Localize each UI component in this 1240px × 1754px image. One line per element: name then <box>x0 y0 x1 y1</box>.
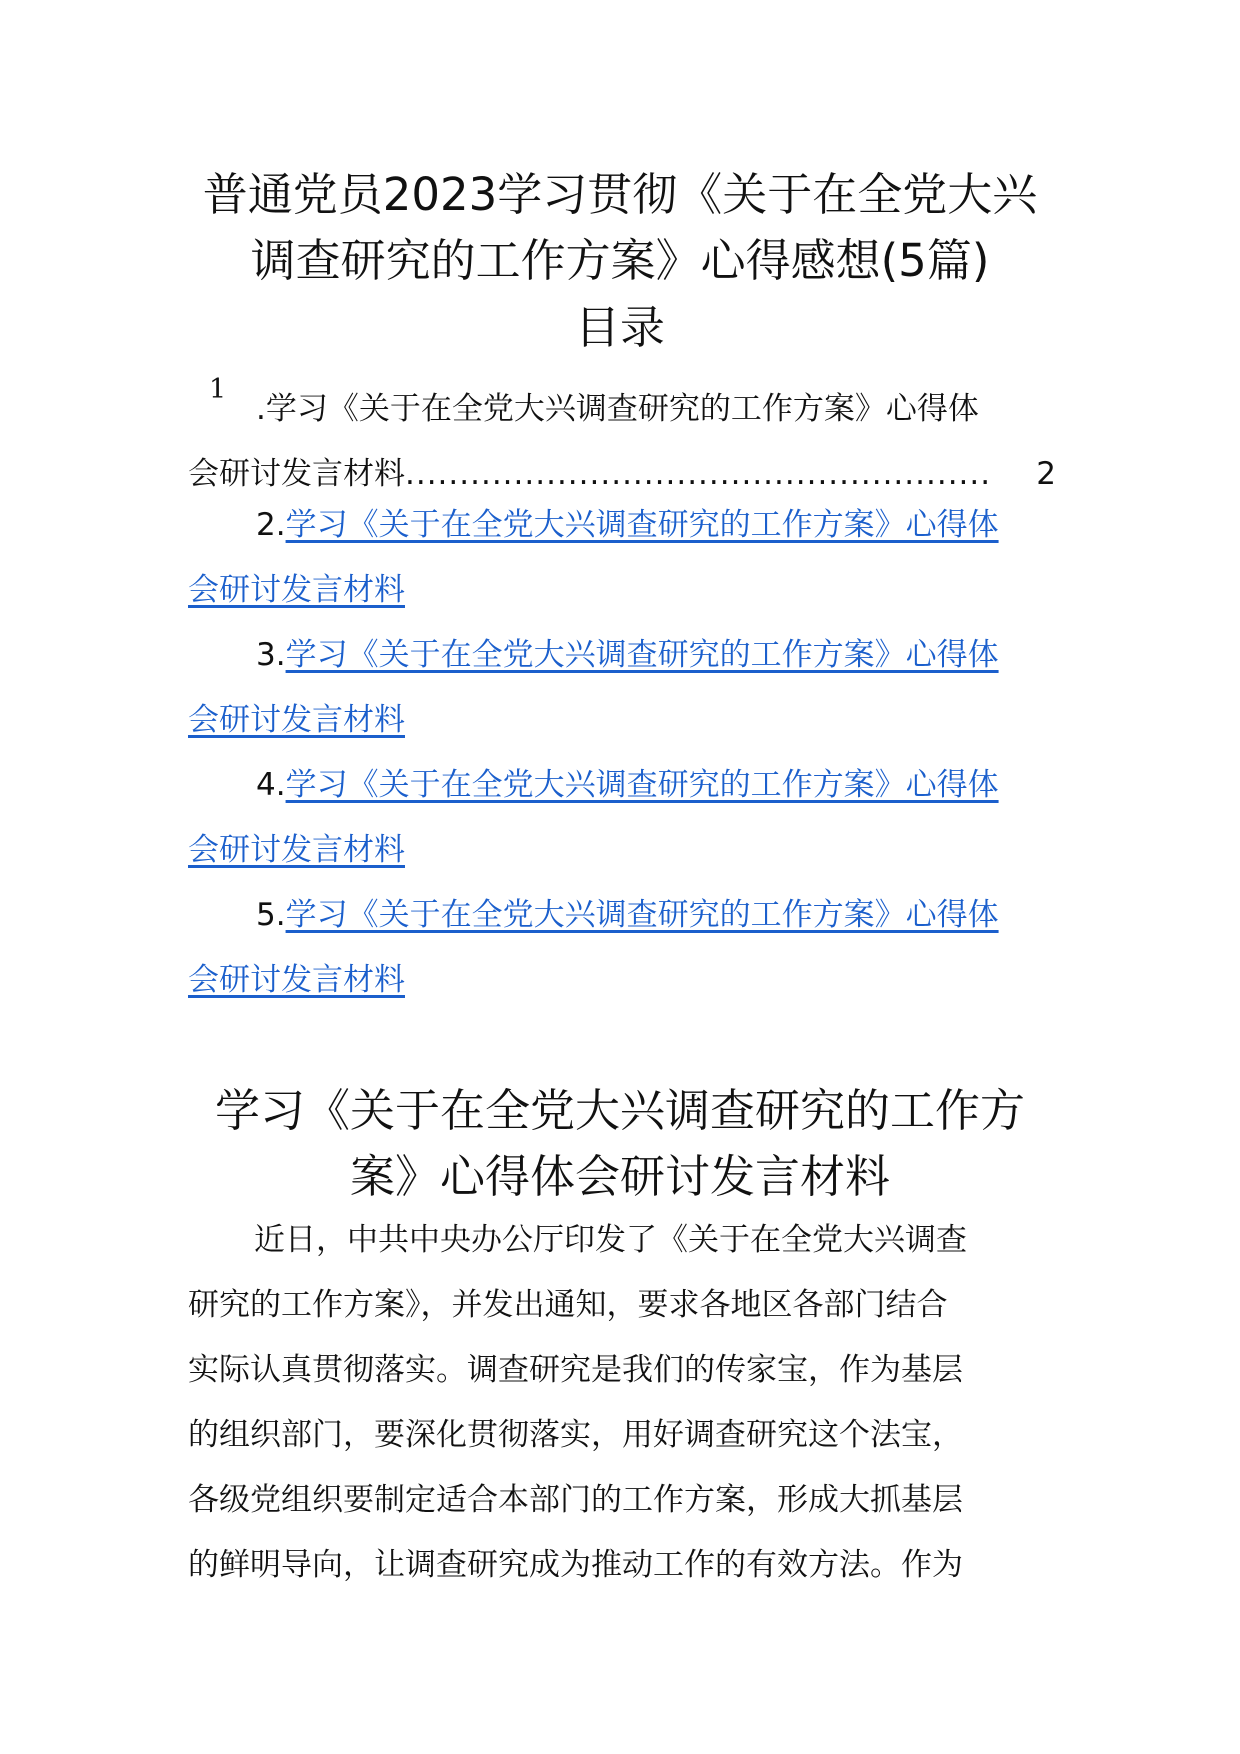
section-title <box>150 1078 1090 1210</box>
toc-link[interactable]: 学习《关于在全党大兴调查研究的工作方案》心得体 <box>285 767 999 803</box>
body-line: 的鲜明导向，让调查研究成为推动工作的有效方法。作为 <box>188 1547 963 1583</box>
toc-link[interactable]: 会研讨发言材料 <box>188 962 405 998</box>
toc-entry-line <box>188 753 1056 818</box>
toc-entry-number: 5. <box>256 897 286 933</box>
section-title-line-1: 学习《关于在全党大兴调查研究的工作方 <box>214 1084 1025 1137</box>
toc-entry-line <box>188 883 1056 948</box>
toc-entry-line <box>188 688 1056 753</box>
body-line: 的组织部门，要深化贯彻落实，用好调查研究这个法宝， <box>188 1417 963 1453</box>
document-title <box>150 162 1090 294</box>
toc-entry-line <box>188 493 1056 558</box>
toc-entry-text: .学习《关于在全党大兴调查研究的工作方案》心得体 <box>256 391 979 427</box>
toc-entry-text: 会研讨发言材料 <box>188 456 405 492</box>
toc-entry-line <box>188 558 1056 623</box>
toc-link[interactable]: 学习《关于在全党大兴调查研究的工作方案》心得体 <box>285 897 999 933</box>
body-line: 各级党组织要制定适合本部门的工作方案，形成大抓基层 <box>188 1482 963 1518</box>
document-title-line-2: 调查研究的工作方案》心得感想(5篇) <box>250 234 990 287</box>
toc-link[interactable]: 会研讨发言材料 <box>188 572 405 608</box>
body-line: 研究的工作方案》，并发出通知，要求各地区各部门结合 <box>188 1287 948 1323</box>
section-title-line-2: 案》心得体会研讨发言材料 <box>349 1150 890 1203</box>
document-title-line-1: 普通党员2023学习贯彻《关于在全党大兴 <box>202 168 1038 221</box>
toc-stray-number: 1 <box>209 374 227 405</box>
toc-dot-leader: ...................................................... <box>405 456 992 492</box>
toc-entry <box>188 883 1056 1013</box>
toc-link[interactable]: 学习《关于在全党大兴调查研究的工作方案》心得体 <box>285 507 999 543</box>
toc-link[interactable]: 学习《关于在全党大兴调查研究的工作方案》心得体 <box>285 637 999 673</box>
toc-link[interactable]: 会研讨发言材料 <box>188 832 405 868</box>
toc-link[interactable]: 会研讨发言材料 <box>188 702 405 738</box>
body-line: 实际认真贯彻落实。调查研究是我们的传家宝，作为基层 <box>188 1352 963 1388</box>
toc-heading: 目录 <box>574 301 665 354</box>
toc-entry-number: 3. <box>256 637 286 673</box>
toc-entry-line <box>188 818 1056 883</box>
toc-entry-line <box>188 623 1056 688</box>
toc-entry <box>188 493 1056 623</box>
toc-entry <box>188 753 1056 883</box>
toc-entry-line <box>188 377 1056 442</box>
body-paragraph <box>188 1208 1056 1598</box>
body-line: 近日，中共中央办公厅印发了《关于在全党大兴调查 <box>254 1222 967 1258</box>
toc-entry[interactable] <box>188 377 1056 507</box>
toc-entry <box>188 623 1056 753</box>
toc-entry-line <box>188 948 1056 1013</box>
toc-page-number: 2 <box>1036 456 1056 492</box>
toc-entry-number: 4. <box>256 767 286 803</box>
toc-entry-number: 2. <box>256 507 286 543</box>
